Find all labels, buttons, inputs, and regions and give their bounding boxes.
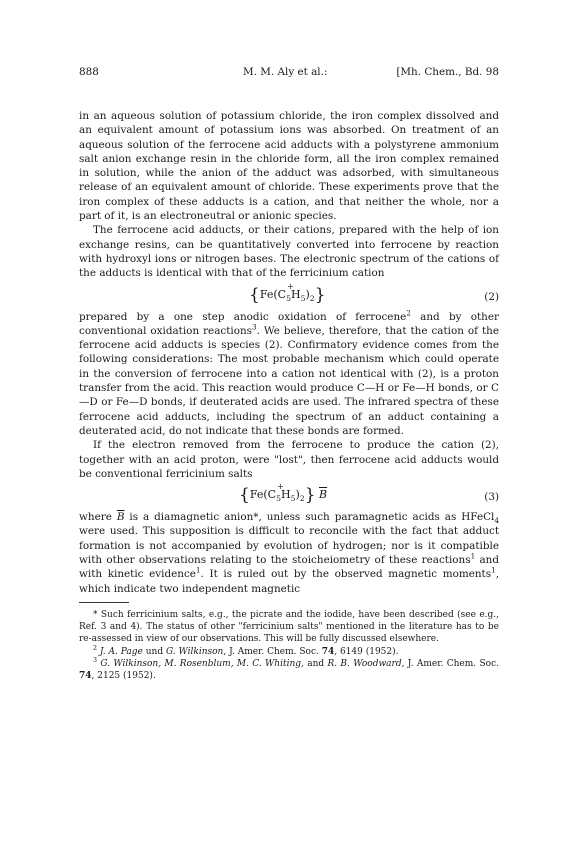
paragraph-3: prepared by a one step anodic oxidation of ferrocene$^2$ and by other conventional oxidation reactions$^3$. We believe, therefore, that the cation of the ferrocene acid adducts is species (2). Confirmatory evidence comes from the following considerations: The most probable mechanism which could operate in the conversion of ferrocene into a cation not identical with (2), is a proton transfer from the acid. This reaction would produce C—H or Fe—H bonds, or C—D or Fe—D bonds, if deuterated acids are used. The infrared spectra of these ferrocene acid adducts, including the spectrum of an adduct containing a deuterated acid, do not indicate that these bonds are formed. bbox=[79, 308, 499, 437]
paragraph-2: The ferrocene acid adducts, or their cations, prepared with the help of ion exchange resins, can be quantitatively converted into ferrocene by reaction with hydroxyl ions or nitrogen bases. The electronic spectrum of the cations of the adducts is identical with that of the ferricinium cation bbox=[79, 224, 499, 280]
page bbox=[79, 66, 499, 682]
equation-3 bbox=[79, 484, 499, 510]
body-text bbox=[79, 109, 499, 596]
running-header bbox=[79, 66, 499, 80]
paragraph-4: If the electron removed from the ferrocene to produce the cation (2), together with an acid proton, were "lost", then ferrocene acid adducts would be conventional ferricinium salts bbox=[79, 439, 499, 480]
equation-3-number: (3) bbox=[484, 491, 499, 504]
header-journal: [Mh. Chem., Bd. 98 bbox=[396, 66, 499, 78]
equation-2-number: (2) bbox=[484, 290, 499, 303]
equation-3-formula: $\{Fe(C_5H_5)_2\}$ $\overline{B}$ bbox=[239, 485, 328, 506]
equation-2-formula: $\{Fe(C_5H_5)_2\}$ bbox=[249, 284, 326, 305]
footnote-star: * Such ferricinium salts, e.g., the picrate and the iodide, have been described (see e.g., Ref. 3 and 4). The status of other "ferricinium salts" mentioned in the literature has to be re-assessed in view of our observations. This will be fully discussed elsewhere. bbox=[79, 609, 499, 645]
footnote-rule bbox=[79, 602, 129, 603]
footnote-2: $^2$ J. A. Page und G. Wilkinson, J. Amer. Chem. Soc. 74, 6149 (1952). bbox=[93, 644, 399, 657]
footnotes bbox=[79, 609, 499, 682]
paragraph-5: where $\overline{B}$ is a diamagnetic anion*, unless such paramagnetic acids as HFeCl$_4$ were used. This supposition is difficult to reconcile with the fact that adduct formation is not accompanied by evolution of hydrogen; nor is it compatible with other observations relating to the stoicheiometry of these reactions$^1$ and with kinetic evidence$^1$. It is ruled out by the observed magnetic moments$^1$, which indicate two independent magnetic bbox=[79, 511, 499, 595]
footnote-3: $^3$ G. Wilkinson, M. Rosenblum, M. C. Whiting, and R. B. Woodward, J. Amer. Chem. Soc. 74, 2125 (1952). bbox=[79, 656, 499, 681]
header-authors: M. M. Aly et al.: bbox=[243, 66, 328, 78]
paragraph-1: in an aqueous solution of potassium chloride, the iron complex dissolved and an equivalent amount of potassium ions was absorbed. On treatment of an aqueous solution of the ferrocene acid adducts with a polystyrene ammonium salt anion exchange resin in the chloride form, all the iron complex remained in solution, while the anion of the adduct was adsorbed, with simultaneous release of an equivalent amount of chloride. These experiments prove that the iron complex of these adducts is a cation, and that neither the whole, nor a part of it, is an electroneutral or anionic species. bbox=[79, 110, 499, 223]
equation-2 bbox=[79, 284, 499, 310]
page-number: 888 bbox=[79, 66, 99, 78]
